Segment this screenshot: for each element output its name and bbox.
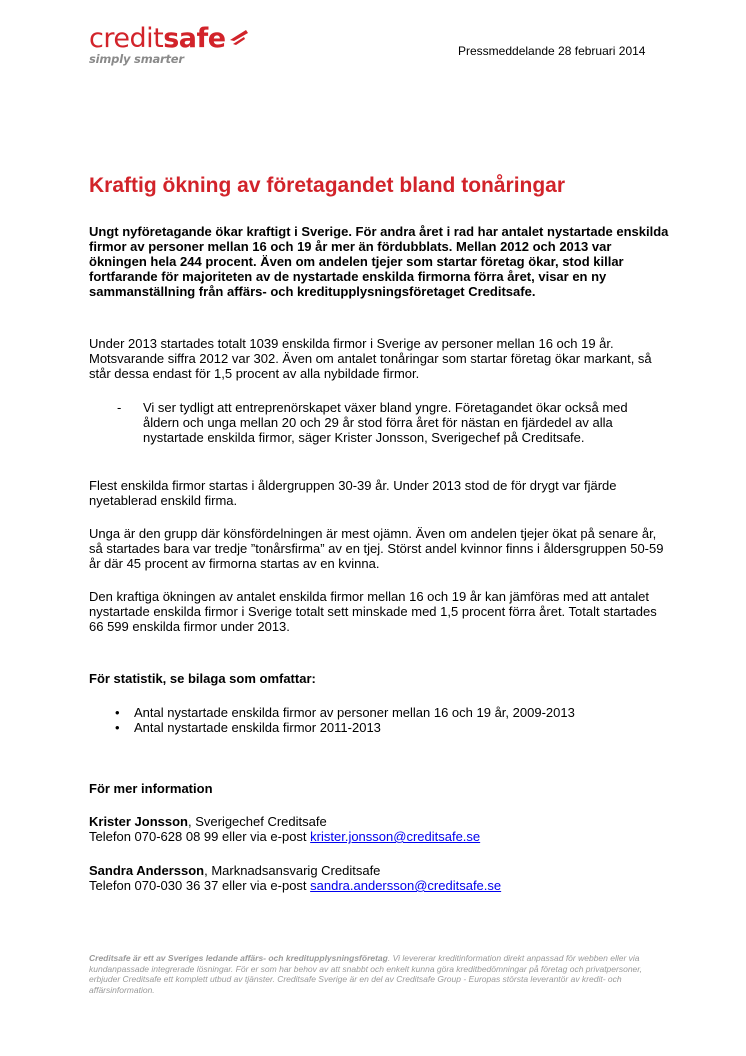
contact-krister	[89, 814, 480, 844]
bullet-icon: •	[115, 720, 120, 735]
statistics-heading: För statistik, se bilaga som omfattar:	[89, 671, 316, 686]
list-item-text: Antal nystartade enskilda firmor 2011-2013	[134, 720, 381, 735]
logo-swoosh-icon	[228, 28, 250, 46]
paragraph-3: Unga är den grupp där könsfördelningen är mest ojämn. Även om andelen tjejer ökat på senare år, så startades bara var tredje ”tonårsfirma” av en tjej. Störst andel kvinnor finns i åldersgruppen 50-59 år där 45 procent av firmorna startas av en kvinna.	[89, 526, 664, 571]
press-release-date: Pressmeddelande 28 februari 2014	[458, 44, 646, 58]
email-link-sandra[interactable]: sandra.andersson@creditsafe.se	[310, 878, 502, 893]
paragraph-2: Flest enskilda firmor startas i åldergruppen 30-39 år. Under 2013 stod de för drygt var fjärde nyetablerad enskild firma.	[89, 478, 617, 508]
bullet-icon: •	[115, 705, 120, 720]
logo-tagline: simply smarter	[89, 52, 184, 66]
email-link-krister[interactable]: krister.jonsson@creditsafe.se	[310, 829, 481, 844]
footer-disclaimer: Creditsafe är ett av Sveriges ledande affärs- och kreditupplysningsföretag. Vi levererar kreditinformation direkt anpassad för webben eller via kundanpassade integrerade lösningar. För er som har behov av att snabbt och enkelt kunna göra kreditbedömningar på företag och privatpersoner, erbjuder Creditsafe ett komplett utbud av tjänster. Creditsafe Sverige är en del av Creditsafe Group - Europas största leverantör av kredit- och affärsinformation.	[89, 953, 643, 995]
contact-name: Krister Jonsson	[89, 814, 188, 829]
contact-phone: Telefon 070-628 08 99 eller via e-post	[89, 829, 311, 844]
contact-role: , Marknadsansvarig Creditsafe	[204, 863, 381, 878]
contact-sandra	[89, 863, 501, 893]
article-title: Kraftig ökning av företagandet bland tonåringar	[89, 174, 566, 197]
contact-name: Sandra Andersson	[89, 863, 205, 878]
logo-wordmark: creditsafe	[89, 23, 226, 54]
contact-role: , Sverigechef Creditsafe	[187, 814, 327, 829]
info-heading: För mer information	[89, 781, 213, 796]
creditsafe-logo	[89, 24, 226, 66]
list-item-text: Antal nystartade enskilda firmor av personer mellan 16 och 19 år, 2009-2013	[134, 705, 575, 720]
contact-phone: Telefon 070-030 36 37 eller via e-post	[89, 878, 311, 893]
paragraph-4: Den kraftiga ökningen av antalet enskilda firmor mellan 16 och 19 år kan jämföras med att antalet nystartade enskilda firmor i Sverige totalt sett minskade med 1,5 procent förra året. Totalt startades 66 599 enskilda firmor under 2013.	[89, 589, 657, 634]
quote-dash: -	[117, 400, 122, 415]
quote-text: Vi ser tydligt att entreprenörskapet växer bland yngre. Företagandet ökar också med åldern och unga mellan 20 och 29 år stod förra året för nästan en fjärdedel av alla nystartade enskilda firmor, säger Krister Jonsson, Sverigechef på Creditsafe.	[143, 400, 628, 445]
lead-paragraph: Ungt nyföretagande ökar kraftigt i Sverige. För andra året i rad har antalet nystartade enskilda firmor av personer mellan 16 och 19 år mer än fördubblats. Mellan 2012 och 2013 var ökningen hela 244 procent. Även om andelen tjejer som startar företag ökar, stod killar fortfarande för majoriteten av de nystartade enskilda firmorna förra året, visar en ny sammanställning från affärs- och kreditupplysningsföretaget Creditsafe.	[89, 224, 669, 299]
paragraph-1: Under 2013 startades totalt 1039 enskilda firmor i Sverige av personer mellan 16 och 19 år. Motsvarande siffra 2012 var 302. Även om antalet tonåringar som startar företag ökar markant, så står dessa endast för 1,5 procent av alla nybildade firmor.	[89, 336, 652, 381]
